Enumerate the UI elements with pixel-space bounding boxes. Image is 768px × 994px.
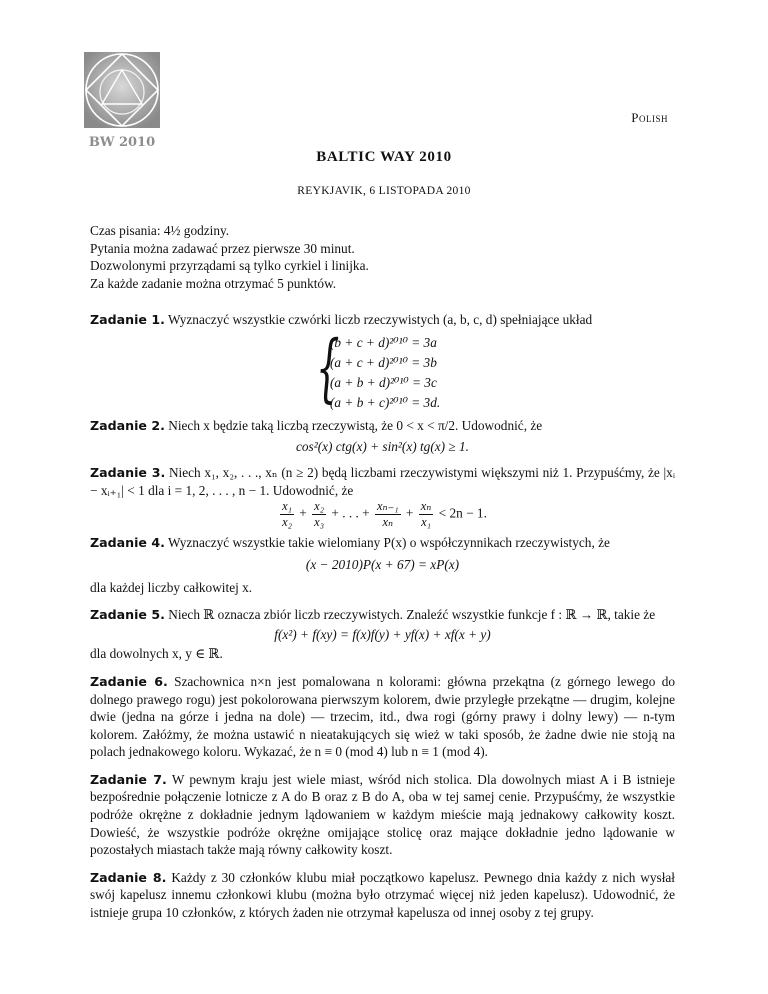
system-equation: (a + b + d)²⁰¹⁰ = 3c xyxy=(330,374,437,390)
problem-label: Zadanie 7. xyxy=(90,771,167,787)
page-title: BALTIC WAY 2010 xyxy=(316,149,452,165)
problem-text: Szachownica n×n jest pomalowana n kolorami: główna przekątna (z górnego lewego do dolnego prawego rogu) jest pokolorowana pierwszym kolorem, dwie przyległe przekątne — drugim, kolejne dwie (jedna na górze i jedna na dole) — trzecim, itd., dwa rogi (górny prawy i dolny lewy) — n-tym kolorem. Załóżmy, że można ustawić n nieatakujących się wież w taki sposób, że żadne dwie nie stoją na polach jednakowego koloru. Wykazać, że n ≡ 0 (mod 4) lub n ≡ 1 (mod 4). xyxy=(90,673,675,760)
problem-label: Zadanie 5. xyxy=(90,607,165,623)
problem-text: W pewnym kraju jest wiele miast, wśród nich stolica. Dla dowolnych miast A i B istnieje bezpośrednie połączenie lotnicze z A do B oraz z B do A, oba w tej samej cenie. Przypuśćmy, że wszystkie podróże okrężne z dokładnie jednym lądowaniem w każdym mieście mają jednakowy całkowity koszt. Dowieść, że wszystkie podróże okrężne omijające stolicę oraz mające dokładnie jedno lądowanie w pozostałych miastach także mają równy całkowity koszt. xyxy=(90,771,675,858)
inequality-rhs: < 2n − 1. xyxy=(438,505,487,521)
problem-text: Wyznaczyć wszystkie czwórki liczb rzeczywistych (a, b, c, d) spełniające układ xyxy=(168,312,593,328)
fraction-sum-formula: $\frac{\text{x₁}}{\text{x₂}}$ + $\frac{\text{x₂}}{\text{x₃}}$ + . . . + $\frac{\text{xₙ₋₁}}{\text{xₙ}}$ + $\frac{\text{xₙ}}{\text{x₁}}$ < 2n − 1. xyxy=(282,499,487,530)
problem-label: Zadanie 6. xyxy=(90,673,168,689)
instruction-line: Za każde zadanie można otrzymać 5 punktów. xyxy=(90,275,337,291)
problem-2 xyxy=(90,417,675,435)
fraction: $\frac{\text{xₙ}}{\text{x₁}}$ xyxy=(420,499,432,530)
fraction: $\frac{\text{xₙ₋₁}}{\text{xₙ}}$ xyxy=(376,499,399,530)
problem-8 xyxy=(90,869,675,922)
problem-label: Zadanie 4. xyxy=(90,535,165,551)
problem-text: Wyznaczyć wszystkie takie wielomiany P(x) o współczynnikach rzeczywistych, że xyxy=(168,535,610,551)
problem-6 xyxy=(90,673,675,761)
instructions xyxy=(90,222,675,292)
problem-text-continued: dla każdej liczby całkowitej x. xyxy=(90,579,253,595)
system-equation: (b + c + d)²⁰¹⁰ = 3a xyxy=(330,334,437,350)
formula: (x − 2010)P(x + 67) = xP(x) xyxy=(305,556,460,572)
problem-label: Zadanie 3. xyxy=(90,465,166,481)
left-brace-icon: { xyxy=(316,324,340,411)
problem-text-continued: dla dowolnych x, y ∈ ℝ. xyxy=(90,646,223,662)
problem-7 xyxy=(90,771,675,859)
problem-4 xyxy=(90,534,675,552)
fraction: $\frac{\text{x₂}}{\text{x₃}}$ xyxy=(314,499,325,530)
instruction-line: Pytania można zadawać przez pierwsze 30 minut. xyxy=(90,240,355,256)
problem-label: Zadanie 2. xyxy=(90,417,165,433)
problem-1 xyxy=(90,311,675,329)
equation-system xyxy=(316,324,480,413)
system-equation: (a + b + c)²⁰¹⁰ = 3d. xyxy=(330,394,441,410)
page-subtitle: REYKJAVIK, 6 LISTOPADA 2010 xyxy=(297,185,471,197)
fraction: $\frac{\text{x₁}}{\text{x₂}}$ xyxy=(282,499,292,530)
document-body xyxy=(90,222,675,922)
problem-label: Zadanie 8. xyxy=(90,869,167,885)
logo-text: BW 2010 xyxy=(88,135,156,150)
problem-text: Niech x₁, x₂, . . ., xₙ (n ≥ 2) będą liczbami rzeczywistymi większymi niż 1. Przypuśćmy, że |xᵢ − xᵢ₊₁| < 1 dla i = 1, 2, . . . , n − 1. Udowodnić, że xyxy=(90,465,676,498)
problem-text: Każdy z 30 członków klubu miał początkowo kapelusz. Pewnego dnia każdy z nich wysłał swój kapelusz innemu członkowi klubu (można było otrzymać więcej niż jeden kapelusz). Udowodnić, że istnieje grupa 10 członków, z których żaden nie otrzymał kapelusza od innej osoby z tej grupy. xyxy=(90,869,675,921)
problem-3 xyxy=(90,464,675,499)
instruction-line: Czas pisania: 4½ godziny. xyxy=(90,223,230,238)
formula: f(x²) + f(xy) = f(x)f(y) + yf(x) + xf(x + y) xyxy=(274,626,491,642)
system-equation: (a + c + d)²⁰¹⁰ = 3b xyxy=(330,354,437,370)
instruction-line: Dozwolonymi przyrządami są tylko cyrkiel i linijka. xyxy=(90,258,369,274)
problem-text: Niech x będzie taką liczbą rzeczywistą, że 0 < x < π/2. Udowodnić, że xyxy=(168,417,543,433)
formula: cos²(x) ctg(x) + sin²(x) tg(x) ≥ 1. xyxy=(295,438,470,454)
baltic-way-logo xyxy=(80,50,164,152)
problem-label: Zadanie 1. xyxy=(90,312,165,328)
language-label: Polish xyxy=(631,110,668,125)
problem-text: Niech ℝ oznacza zbiór liczb rzeczywistych. Znaleźć wszystkie funkcje f : ℝ → ℝ, takie że xyxy=(168,607,656,623)
problem-5 xyxy=(90,606,675,624)
ellipsis-sum: + . . . + xyxy=(331,505,370,521)
